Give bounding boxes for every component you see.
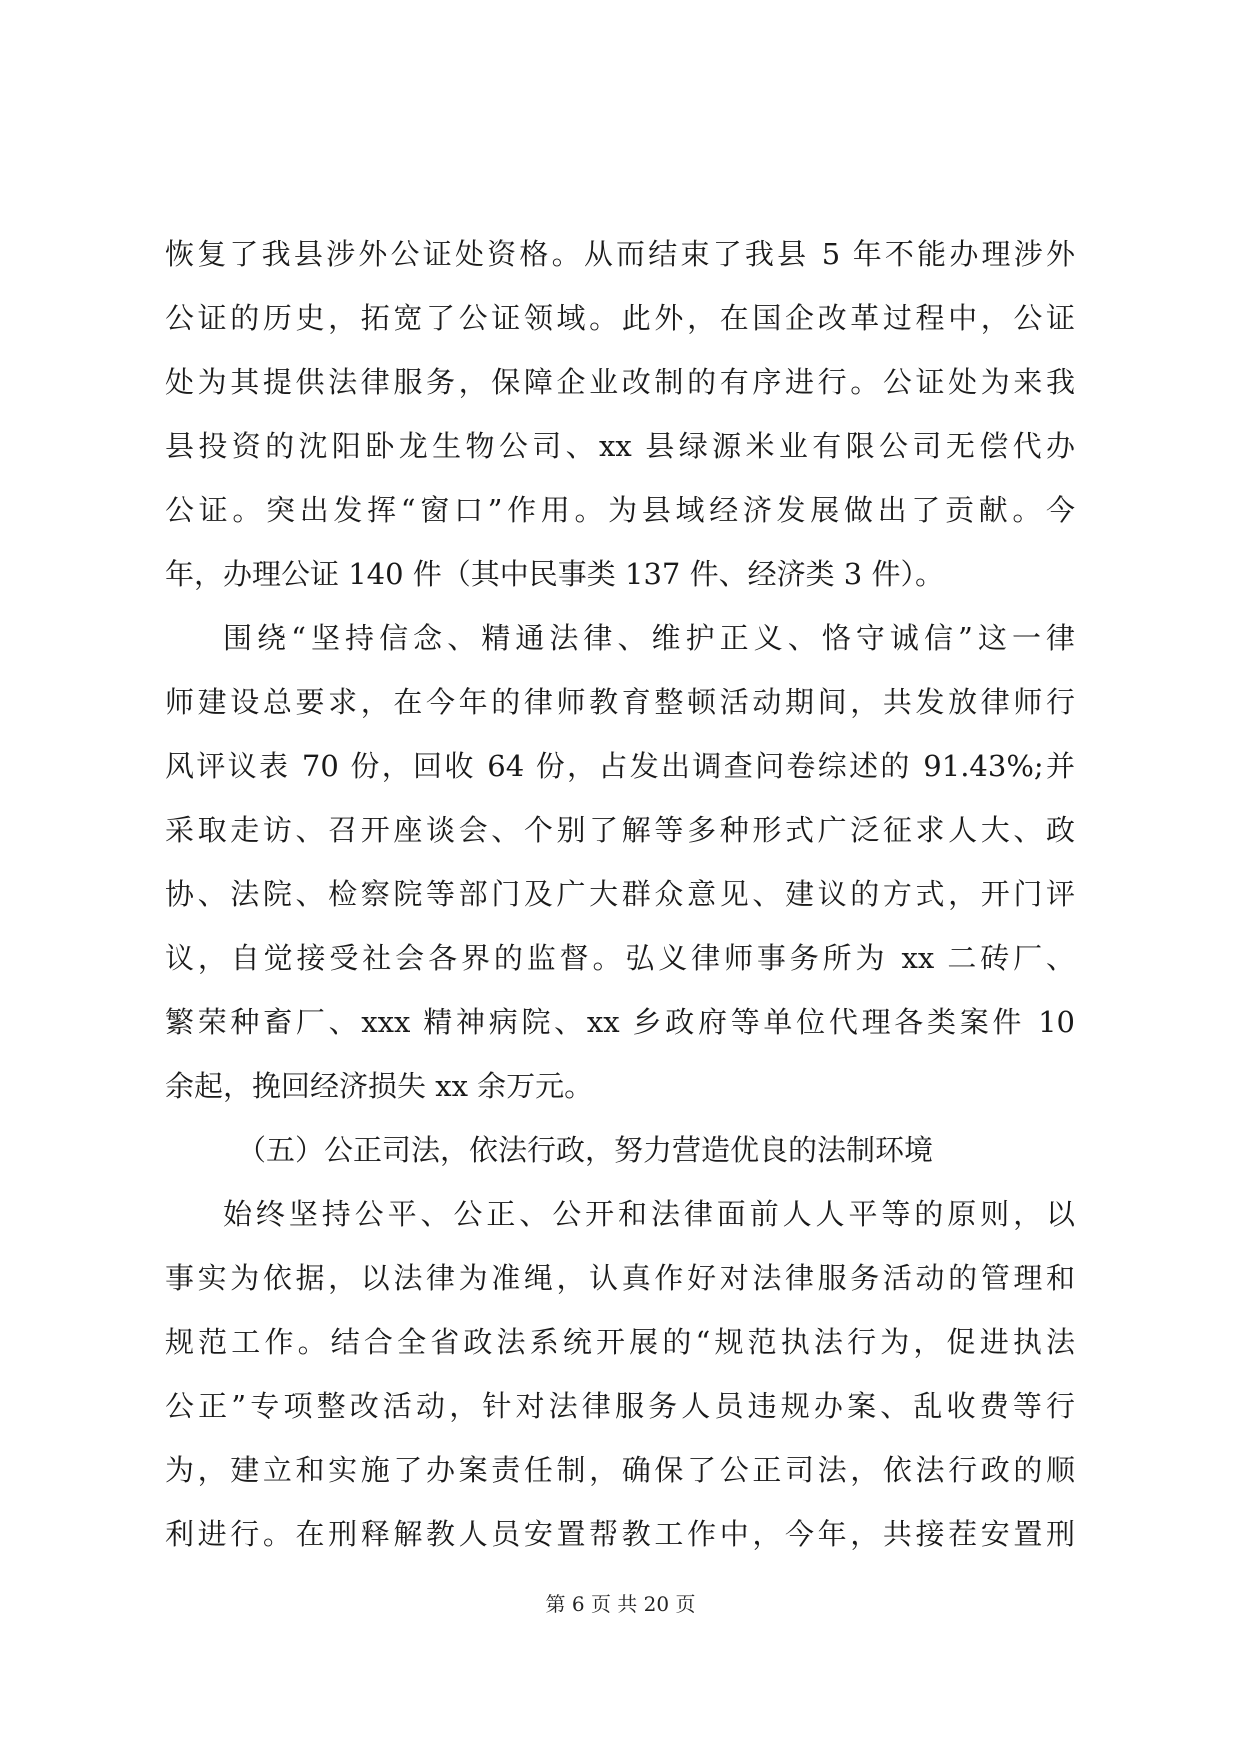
text-line: 年，办理公证 140 件（其中民事类 137 件、经济类 3 件）。	[165, 557, 944, 591]
section-heading: （五）公正司法，依法行政，努力营造优良的法制环境	[237, 1133, 934, 1167]
text-line: 协、法院、检察院等部门及广大群众意见、建议的方式，开门评	[165, 877, 1075, 911]
text-line: 议，自觉接受社会各界的监督。弘义律师事务所为 xx 二砖厂、	[165, 941, 1075, 975]
page-number-footer: 第 6 页 共 20 页	[545, 1592, 696, 1616]
text-line: 师建设总要求，在今年的律师教育整顿活动期间，共发放律师行	[165, 685, 1075, 719]
text-line: 始终坚持公平、公正、公开和法律面前人人平等的原则，以	[223, 1197, 1075, 1231]
text-line: 为，建立和实施了办案责任制，确保了公正司法，依法行政的顺	[165, 1453, 1075, 1487]
text-line: 规范工作。结合全省政法系统开展的“规范执法行为，促进执法	[165, 1325, 1075, 1359]
text-line: 公正”专项整改活动，针对法律服务人员违规办案、乱收费等行	[165, 1389, 1075, 1423]
text-line: 事实为依据，以法律为准绳，认真作好对法律服务活动的管理和	[165, 1261, 1075, 1295]
text-line: 处为其提供法律服务，保障企业改制的有序进行。公证处为来我	[165, 365, 1075, 399]
text-line: 县投资的沈阳卧龙生物公司、xx 县绿源米业有限公司无偿代办	[165, 429, 1075, 463]
text-line: 风评议表 70 份，回收 64 份，占发出调查问卷综述的 91.43%;并	[165, 749, 1075, 783]
text-line: 余起，挽回经济损失 xx 余万元。	[165, 1069, 594, 1103]
text-line: 采取走访、召开座谈会、个别了解等多种形式广泛征求人大、政	[165, 813, 1075, 847]
text-line: 围绕“坚持信念、精通法律、维护正义、恪守诚信”这一律	[223, 621, 1075, 655]
document-body	[165, 222, 1075, 1566]
text-line: 恢复了我县涉外公证处资格。从而结束了我县 5 年不能办理涉外	[165, 237, 1075, 271]
paragraph-notary-work	[165, 222, 1075, 606]
paragraph-fair-justice	[165, 1182, 1075, 1566]
text-line: 利进行。在刑释解教人员安置帮教工作中，今年，共接茬安置刑	[165, 1517, 1075, 1551]
text-line: 公证的历史，拓宽了公证领域。此外，在国企改革过程中，公证	[165, 301, 1075, 335]
paragraph-lawyer-review	[165, 606, 1075, 1118]
text-line: 公证。突出发挥“窗口”作用。为县域经济发展做出了贡献。今	[165, 493, 1075, 527]
text-line: 繁荣种畜厂、xxx 精神病院、xx 乡政府等单位代理各类案件 10	[165, 1005, 1075, 1039]
